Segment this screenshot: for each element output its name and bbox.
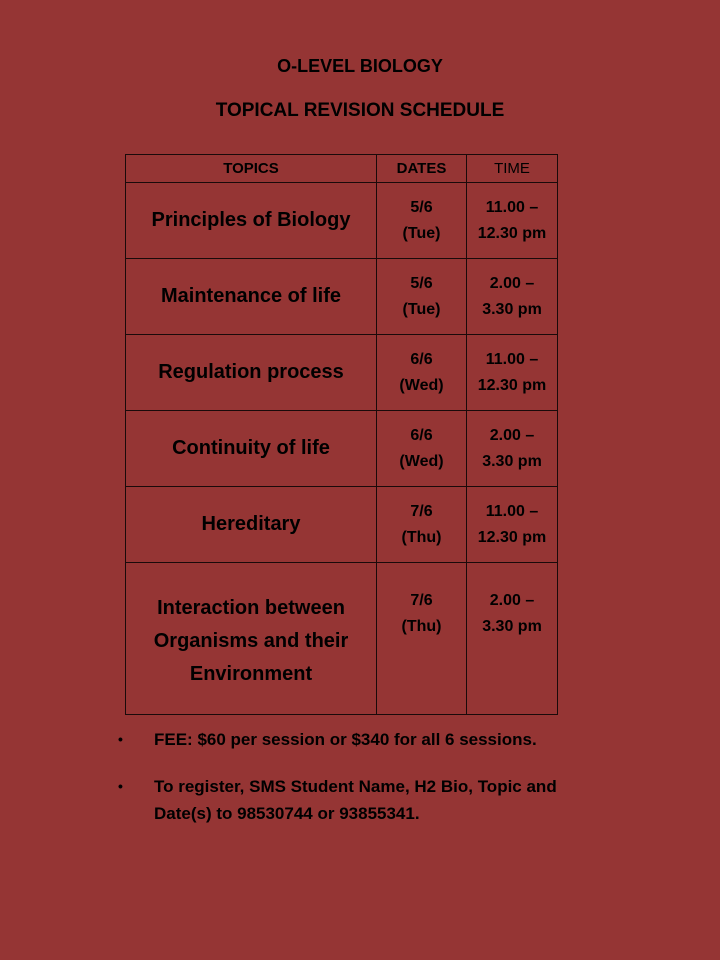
- fee-note: [118, 726, 618, 753]
- table-row: [126, 487, 558, 563]
- bullet-icon: •: [118, 731, 123, 747]
- bullet-icon: •: [118, 778, 123, 794]
- date-text: 5/6: [410, 198, 433, 216]
- schedule-table: [125, 154, 558, 715]
- date-cell: [377, 411, 467, 487]
- day-text: (Tue): [402, 224, 441, 242]
- topic-text: Organisms and their: [153, 630, 349, 652]
- date-text: 6/6: [410, 426, 433, 444]
- time-end-text: 12.30 pm: [477, 376, 547, 394]
- time-cell: [467, 183, 558, 259]
- time-start-text: 11.00 –: [485, 502, 539, 520]
- topic-cell: [126, 487, 377, 563]
- time-cell: [467, 563, 558, 715]
- day-text: (Thu): [401, 528, 442, 546]
- topic-cell: [126, 563, 377, 715]
- page-title: O-LEVEL BIOLOGY: [277, 56, 443, 76]
- time-cell: [467, 411, 558, 487]
- date-cell: [377, 259, 467, 335]
- topic-text: Regulation process: [158, 361, 344, 383]
- time-start-text: 11.00 –: [485, 350, 539, 368]
- date-cell: [377, 183, 467, 259]
- topic-text: Maintenance of life: [160, 285, 342, 307]
- day-text: (Thu): [401, 618, 442, 635]
- topic-cell: [126, 259, 377, 335]
- time-start-text: 2.00 –: [489, 592, 535, 609]
- column-header-dates: DATES: [377, 155, 467, 183]
- topic-text: Interaction between: [157, 597, 345, 619]
- time-cell: [467, 259, 558, 335]
- time-start-text: 2.00 –: [489, 426, 535, 444]
- page-subtitle: TOPICAL REVISION SCHEDULE: [215, 100, 505, 121]
- table-row: [126, 335, 558, 411]
- topic-text: Hereditary: [201, 513, 301, 535]
- date-cell: [377, 335, 467, 411]
- topic-text: Continuity of life: [172, 437, 330, 459]
- date-text: 5/6: [410, 274, 433, 292]
- table-row: [126, 259, 558, 335]
- date-cell: [377, 487, 467, 563]
- table-row: [126, 563, 558, 715]
- fee-text: FEE: $60 per session or $340 for all 6 sessions.: [154, 730, 537, 749]
- topic-cell: [126, 411, 377, 487]
- date-text: 7/6: [410, 592, 433, 609]
- column-header-topics: TOPICS: [126, 155, 377, 183]
- day-text: (Wed): [399, 376, 444, 394]
- time-end-text: 12.30 pm: [477, 528, 547, 546]
- time-end-text: 3.30 pm: [482, 452, 542, 470]
- time-start-text: 11.00 –: [485, 198, 539, 216]
- topic-cell: [126, 335, 377, 411]
- topic-text: Principles of Biology: [151, 209, 351, 231]
- date-text: 7/6: [410, 502, 433, 520]
- day-text: (Tue): [402, 300, 441, 318]
- time-start-text: 2.00 –: [489, 274, 535, 292]
- time-cell: [467, 487, 558, 563]
- time-end-text: 3.30 pm: [482, 300, 542, 318]
- topic-cell: [126, 183, 377, 259]
- table-header-row: [126, 155, 558, 183]
- time-end-text: 12.30 pm: [477, 224, 547, 242]
- time-end-text: 3.30 pm: [482, 618, 542, 635]
- table-row: [126, 411, 558, 487]
- register-text-line1: To register, SMS Student Name, H2 Bio, Topic and: [154, 777, 557, 796]
- notes-list: [118, 726, 618, 827]
- register-note: [118, 773, 618, 827]
- column-header-time: TIME: [467, 155, 558, 183]
- date-cell: [377, 563, 467, 715]
- topic-text: Environment: [189, 663, 313, 685]
- time-cell: [467, 335, 558, 411]
- table-row: [126, 183, 558, 259]
- day-text: (Wed): [399, 452, 444, 470]
- register-text-line2: Date(s) to 98530744 or 93855341.: [154, 804, 420, 823]
- date-text: 6/6: [410, 350, 433, 368]
